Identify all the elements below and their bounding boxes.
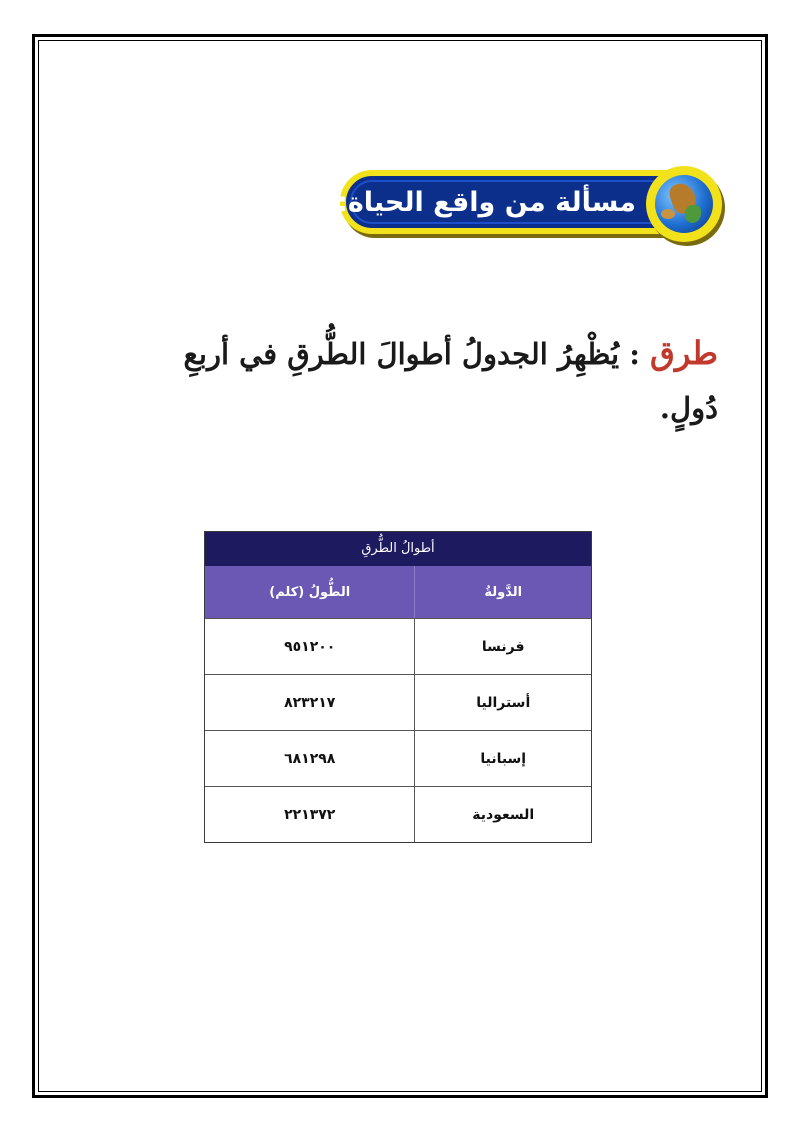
problem-text: يُظْهِرُ الجدولُ أطوالَ الطُّرقِ في أربعِ دُولٍ. (183, 337, 718, 425)
real-life-problem-banner (337, 166, 722, 242)
problem-statement (158, 326, 718, 435)
table-title: أطوالُ الطُّرقِ (205, 532, 591, 566)
table-row (205, 786, 591, 842)
header-length: الطُّولُ (كلم) (269, 584, 351, 600)
cell-length: ٨٢٣٢١٧ (284, 694, 336, 711)
cell-country: السعودية (414, 787, 591, 842)
header-country: الدَّولةُ (414, 566, 591, 618)
table-row (205, 618, 591, 674)
cell-length: ٢٢١٣٧٢ (284, 806, 336, 823)
table-row (205, 730, 591, 786)
problem-colon: : (629, 337, 640, 371)
cell-length: ٦٨١٢٩٨ (284, 750, 336, 767)
problem-label: طرق (650, 334, 718, 372)
road-lengths-table (204, 531, 592, 843)
cell-country: فرنسا (414, 619, 591, 674)
cell-country: أستراليا (414, 675, 591, 730)
cell-country: إسبانيا (414, 731, 591, 786)
cell-length: ٩٥١٢٠٠ (284, 638, 336, 655)
banner-title: مسألة من واقع الحياة: (337, 187, 636, 218)
globe-icon (646, 166, 722, 242)
table-header-row (205, 566, 591, 618)
table-row (205, 674, 591, 730)
